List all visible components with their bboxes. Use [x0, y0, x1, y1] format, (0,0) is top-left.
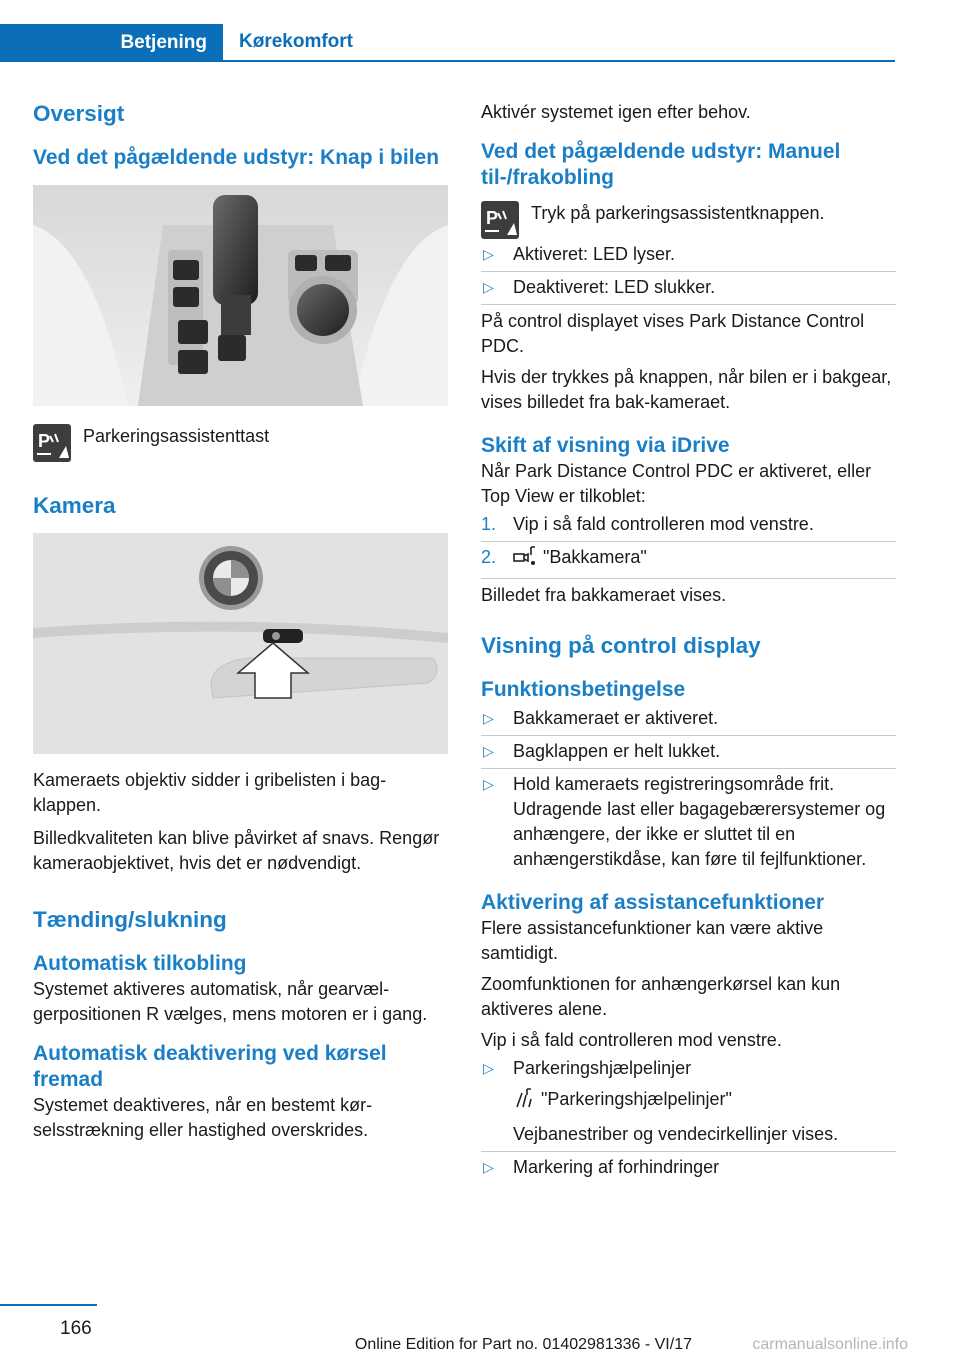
heading-visning: Visning på control display [481, 633, 761, 658]
para-objektiv: Kameraets objektiv sidder i gribelisten i bagklappen. [33, 770, 387, 815]
svg-text:P: P [486, 208, 499, 228]
left-column [33, 100, 448, 1143]
heading-aktivering: Aktivering af assistancefunktioner [481, 891, 825, 914]
step-item [481, 509, 896, 542]
heading-knap-i-bilen: Ved det pågældende udstyr: Knap i bilen [33, 146, 440, 169]
list-item [481, 703, 896, 736]
para-zoom: Zoomfunktionen for anhængerkørsel kan kun aktiveres alene. [481, 974, 841, 1019]
pdc-button-row [33, 424, 448, 462]
list-item [481, 736, 896, 769]
footer-rule [0, 1304, 97, 1306]
heading-kamera: Kamera [33, 493, 116, 518]
para-billedkvalitet: Billedkvaliteten kan blive påvirket af snavs. Rengør kameraobjektivet, hvis det er nødvendigt. [33, 828, 440, 873]
tab-koerekomfort[interactable]: Kørekomfort [239, 31, 354, 52]
para-aktiver: Aktivér systemet igen efter behov. [481, 102, 751, 122]
assist-list [481, 1053, 896, 1184]
list-item-text: Markering af forhindringer [513, 1157, 720, 1177]
heading-manuel: Ved det pågældende udstyr: Manuel til-/frakobling [481, 140, 841, 189]
rear-camera-icon [513, 545, 537, 574]
triangle-bullet-icon: ▷ [483, 246, 494, 262]
para-auto-tilkobling: Systemet aktiveres automatisk, når gearvælgerpositionen R vælges, mens motoren er i gang. [33, 979, 428, 1024]
led-list [481, 239, 896, 305]
list-item-text: Bagklappen er helt lukket. [513, 741, 721, 761]
list-item [481, 769, 896, 876]
list-item-text: Parkeringshjælpelinjer [513, 1058, 692, 1078]
para-flere: Flere assistancefunktioner kan være aktive samtidigt. [481, 918, 824, 963]
para-vip: Vip i så fald controlleren mod venstre. [481, 1030, 782, 1050]
triangle-bullet-icon: ▷ [483, 710, 494, 726]
list-item-text: Aktiveret: LED lyser. [513, 244, 676, 264]
menu-line [513, 1087, 896, 1116]
parking-lines-icon [513, 1087, 535, 1116]
para-skift: Når Park Distance Control PDC er aktiveret, eller Top View er tilkoblet: [481, 461, 872, 506]
triangle-bullet-icon: ▷ [483, 279, 494, 295]
heading-skift: Skift af visning via iDrive [481, 434, 730, 457]
pdc-press-row [481, 201, 896, 239]
menu-text: "Parkeringshjælpelinjer" [541, 1089, 732, 1109]
list-item [481, 1152, 896, 1184]
para-tryk: Tryk på parkeringsassistentknappen. [531, 203, 825, 223]
para-control-display: På control displayet vises Park Distance Control PDC. [481, 311, 865, 356]
svg-text:P: P [38, 431, 51, 451]
page-number: 166 [60, 1318, 92, 1339]
list-item-desc: Vejbanestriber og vendecirkellinjer vises. [513, 1124, 839, 1144]
para-billedet: Billedet fra bakkameraet vises. [481, 585, 727, 605]
steps-list [481, 509, 896, 579]
step-text: "Bakkamera" [543, 547, 647, 567]
parking-assistant-icon [33, 424, 71, 462]
step-number: 1. [481, 514, 497, 534]
list-item [481, 272, 896, 305]
step-item [481, 542, 896, 579]
watermark: carmanualsonline.info [752, 1336, 908, 1353]
para-bakgear: Hvis der trykkes på knappen, når bilen er i bakgear, vises billedet fra bak-kameraet. [481, 367, 892, 412]
step-text: Vip i så fald controlleren mod venstre. [513, 514, 814, 534]
list-item [481, 239, 896, 272]
header-rule [0, 60, 895, 62]
right-column [481, 100, 896, 1184]
parking-assistant-icon [481, 201, 519, 239]
para-auto-deaktivering: Systemet deaktiveres, når en bestemt kørselsstrækning eller hastighed overskrides. [33, 1095, 373, 1140]
heading-auto-tilkobling: Automatisk tilkobling [33, 952, 247, 975]
center-console-image [33, 185, 448, 406]
triangle-bullet-icon: ▷ [483, 776, 494, 792]
list-item-text: Bakkameraet er aktiveret. [513, 708, 719, 728]
step-number: 2. [481, 547, 497, 567]
heading-oversigt: Oversigt [33, 101, 125, 126]
rear-camera-image [33, 533, 448, 754]
header-tabs [0, 24, 895, 62]
icon-caption: Parkeringsassistenttast [83, 426, 270, 446]
heading-funktionsbetingelse: Funktionsbetingelse [481, 678, 686, 701]
triangle-bullet-icon: ▷ [483, 1159, 494, 1175]
conditions-list [481, 703, 896, 876]
list-item-text: Deaktiveret: LED slukker. [513, 277, 716, 297]
heading-taending: Tænding/slukning [33, 907, 227, 932]
triangle-bullet-icon: ▷ [483, 1060, 494, 1076]
edition-text: Online Edition for Part no. 01402981336 - VI/17 [354, 1336, 692, 1353]
triangle-bullet-icon: ▷ [483, 743, 494, 759]
heading-auto-deaktivering: Automatisk deaktivering ved kørsel fremad [33, 1042, 387, 1091]
list-item [481, 1053, 896, 1152]
list-item-text: Hold kameraets registreringsområde frit. Udragende last eller bagagebærersystemer og anhængere, der ikke er sluttet til en anhængerstikdåse, kan føre til fejlfunktioner. [513, 774, 886, 869]
tab-betjening[interactable]: Betjening [0, 24, 223, 62]
